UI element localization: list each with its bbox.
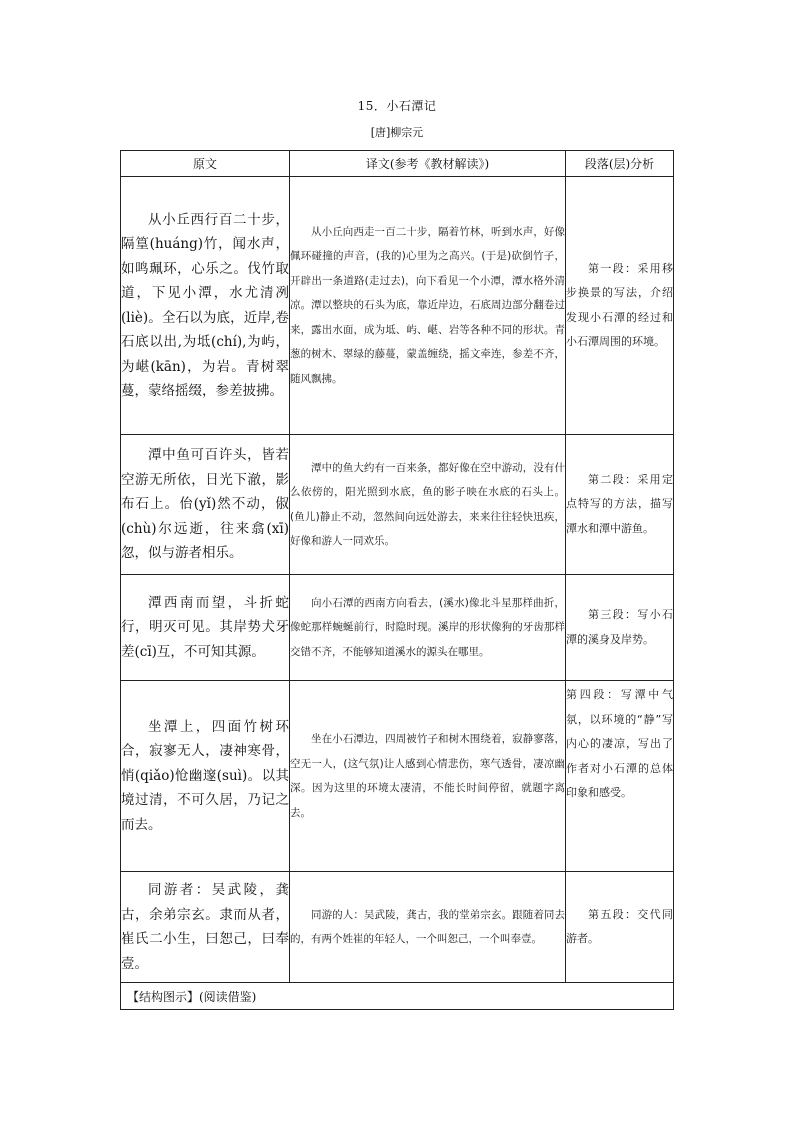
translation-cell: 潭中的鱼大约有一百来条，都好像在空中游动，没有什么依傍的，阳光照到水底，鱼的影子映在水底的石头上。(鱼儿)静止不动，忽然间向远处游去，来来往往轻快迅疾，好像和游人一同欢乐。 [290,435,566,575]
original-text-cell: 坐潭上，四面竹树环合，寂寥无人，凄神寒骨，悄(qiǎo)怆幽邃(suì)。以其境过清，不可久居，乃记之而去。 [121,681,290,872]
analysis-cell: 第四段：写潭中气氛，以环境的“静”写内心的凄凉，写出了作者对小石潭的总体印象和感受。 [566,681,674,872]
original-text-cell: 同游者：吴武陵，龚古，余弟宗玄。隶而从者，崔氏二小生，曰恕己，曰奉壹。 [121,872,290,983]
table-row [121,435,674,575]
page-title: 15．小石潭记 [357,99,437,113]
translation-cell: 同游的人：吴武陵，龚古，我的堂弟宗玄。跟随着同去的，有两个姓崔的年轻人，一个叫恕己，一个叫奉壹。 [290,872,566,983]
original-text-cell: 从小丘西行百二十步，隔篁(huáng)竹，闻水声，如鸣珮环，心乐之。伐竹取道，下见小潭，水尤清冽(liè)。全石以为底，近岸,卷石底以出,为坻(chí),为屿，为嵁(kān)，为岩。青树翠蔓，蒙络摇缀，参差披拂。 [121,177,290,435]
header-analysis: 段落(层)分析 [566,151,674,177]
analysis-cell: 第五段：交代同游者。 [566,872,674,983]
table-header-row [121,151,674,177]
translation-cell: 从小丘向西走一百二十步，隔着竹林，听到水声，好像佩环碰撞的声音，(我的)心里为之高兴。(于是)砍倒竹子，开辟出一条道路(走过去)，向下看见一个小潭，潭水格外清凉。潭以整块的石头为底，靠近岸边，石底周边部分翻卷过来，露出水面，成为坻、屿、嵁、岩等各种不同的形状。青葱的树木、翠绿的藤蔓，蒙盖缠绕，摇文牵连，参差不齐，随风飘拂。 [290,177,566,435]
header-translation: 译文(参考《教材解读》) [290,151,566,177]
header-original: 原文 [121,151,290,177]
table-row [121,872,674,983]
text-analysis-table [120,150,674,1010]
table-footer-row [121,983,674,1010]
analysis-cell: 第三段：写小石潭的溪身及岸势。 [566,575,674,681]
translation-cell: 坐在小石潭边，四周被竹子和树木围绕着，寂静寥落，空无一人，(这气氛)让人感到心情悲伤，寒气透骨，凄凉幽深。因为这里的环境太凄清，不能长时间停留，就题字离去。 [290,681,566,872]
author-line: [唐]柳宗元 [370,126,424,139]
original-text-cell: 潭中鱼可百许头，皆若空游无所依，日光下澈，影布石上。佁(yǐ)然不动，俶(chù)尔远逝，往来翕(xī)忽，似与游者相乐。 [121,435,290,575]
analysis-cell: 第二段：采用定点特写的方法，描写潭水和潭中游鱼。 [566,435,674,575]
table-row [121,177,674,435]
analysis-cell: 第一段：采用移步换景的写法，介绍发现小石潭的经过和小石潭周围的环境。 [566,177,674,435]
table-row [121,575,674,681]
table-row [121,681,674,872]
original-text-cell: 潭西南而望，斗折蛇行，明灭可见。其岸势犬牙差(cī)互，不可知其源。 [121,575,290,681]
structure-diagram-label: 【结构图示】(阅读借鉴) [121,983,674,1010]
translation-cell: 向小石潭的西南方向看去，(溪水)像北斗星那样曲折，像蛇那样蜿蜒前行，时隐时现。溪岸的形状像狗的牙齿那样交错不齐，不能够知道溪水的源头在哪里。 [290,575,566,681]
